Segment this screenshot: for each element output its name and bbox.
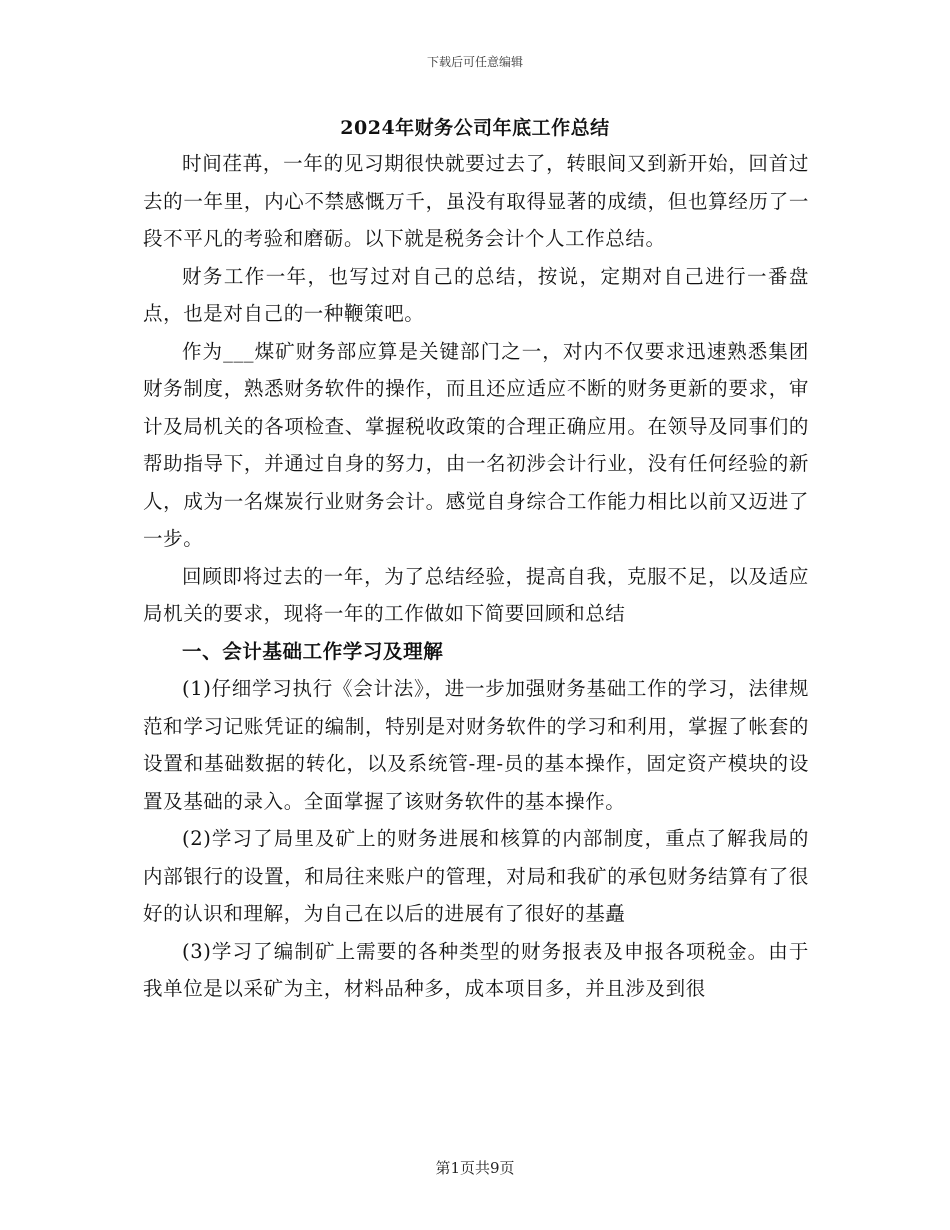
section-paragraph-2: (2)学习了局里及矿上的财务进展和核算的内部制度，重点了解我局的内部银行的设置，和局往来账户的管理，对局和我矿的承包财务结算有了很好的认识和理解，为自己在以后的进展有了很好的基矗 — [143, 827, 809, 925]
document-body — [143, 145, 809, 1008]
section-paragraph-1: (1)仔细学习执行《会计法》，进一步加强财务基础工作的学习，法律规范和学习记账凭证的编制，特别是对财务软件的学习和利用，掌握了帐套的设置和基础数据的转化，以及系统管-理-员的基本操作，固定资产模块的设置及基础的录入。全面掌握了该财务软件的基本操作。 — [143, 677, 809, 813]
section-paragraph-3: (3)学习了编制矿上需要的各种类型的财务报表及申报各项税金。由于我单位是以采矿为主，材料品种多，成本项目多，并且涉及到很 — [143, 939, 809, 1000]
paragraph-review: 回顾即将过去的一年，为了总结经验，提高自我，克服不足，以及适应局机关的要求，现将一年的工作做如下简要回顾和总结 — [143, 564, 809, 625]
header-note: 下载后可任意编辑 — [426, 55, 523, 69]
page-number-footer: 第1页共9页 — [435, 1159, 515, 1177]
paragraph-intro: 时间荏苒，一年的见习期很快就要过去了，转眼间又到新开始，回首过去的一年里，内心不禁感慨万千，虽没有取得显著的成绩，但也算经历了一段不平凡的考验和磨砺。以下就是税务会计个人工作总结。 — [143, 152, 809, 250]
document-title: 2024年财务公司年底工作总结 — [340, 117, 610, 139]
section-heading: 一、会计基础工作学习及理解 — [182, 639, 444, 663]
paragraph-role: 作为___煤矿财务部应算是关键部门之一，对内不仅要求迅速熟悉集团财务制度，熟悉财务软件的操作，而且还应适应不断的财务更新的要求，审计及局机关的各项检查、掌握税收政策的合理正确应用。在领导及同事们的帮助指导下，并通过自身的努力，由一名初涉会计行业，没有任何经验的新人，成为一名煤炭行业财务会计。感觉自身综合工作能力相比以前又迈进了一步。 — [143, 339, 809, 550]
paragraph-reflection: 财务工作一年，也写过对自己的总结，按说，定期对自己进行一番盘点，也是对自己的一种鞭策吧。 — [143, 264, 809, 325]
